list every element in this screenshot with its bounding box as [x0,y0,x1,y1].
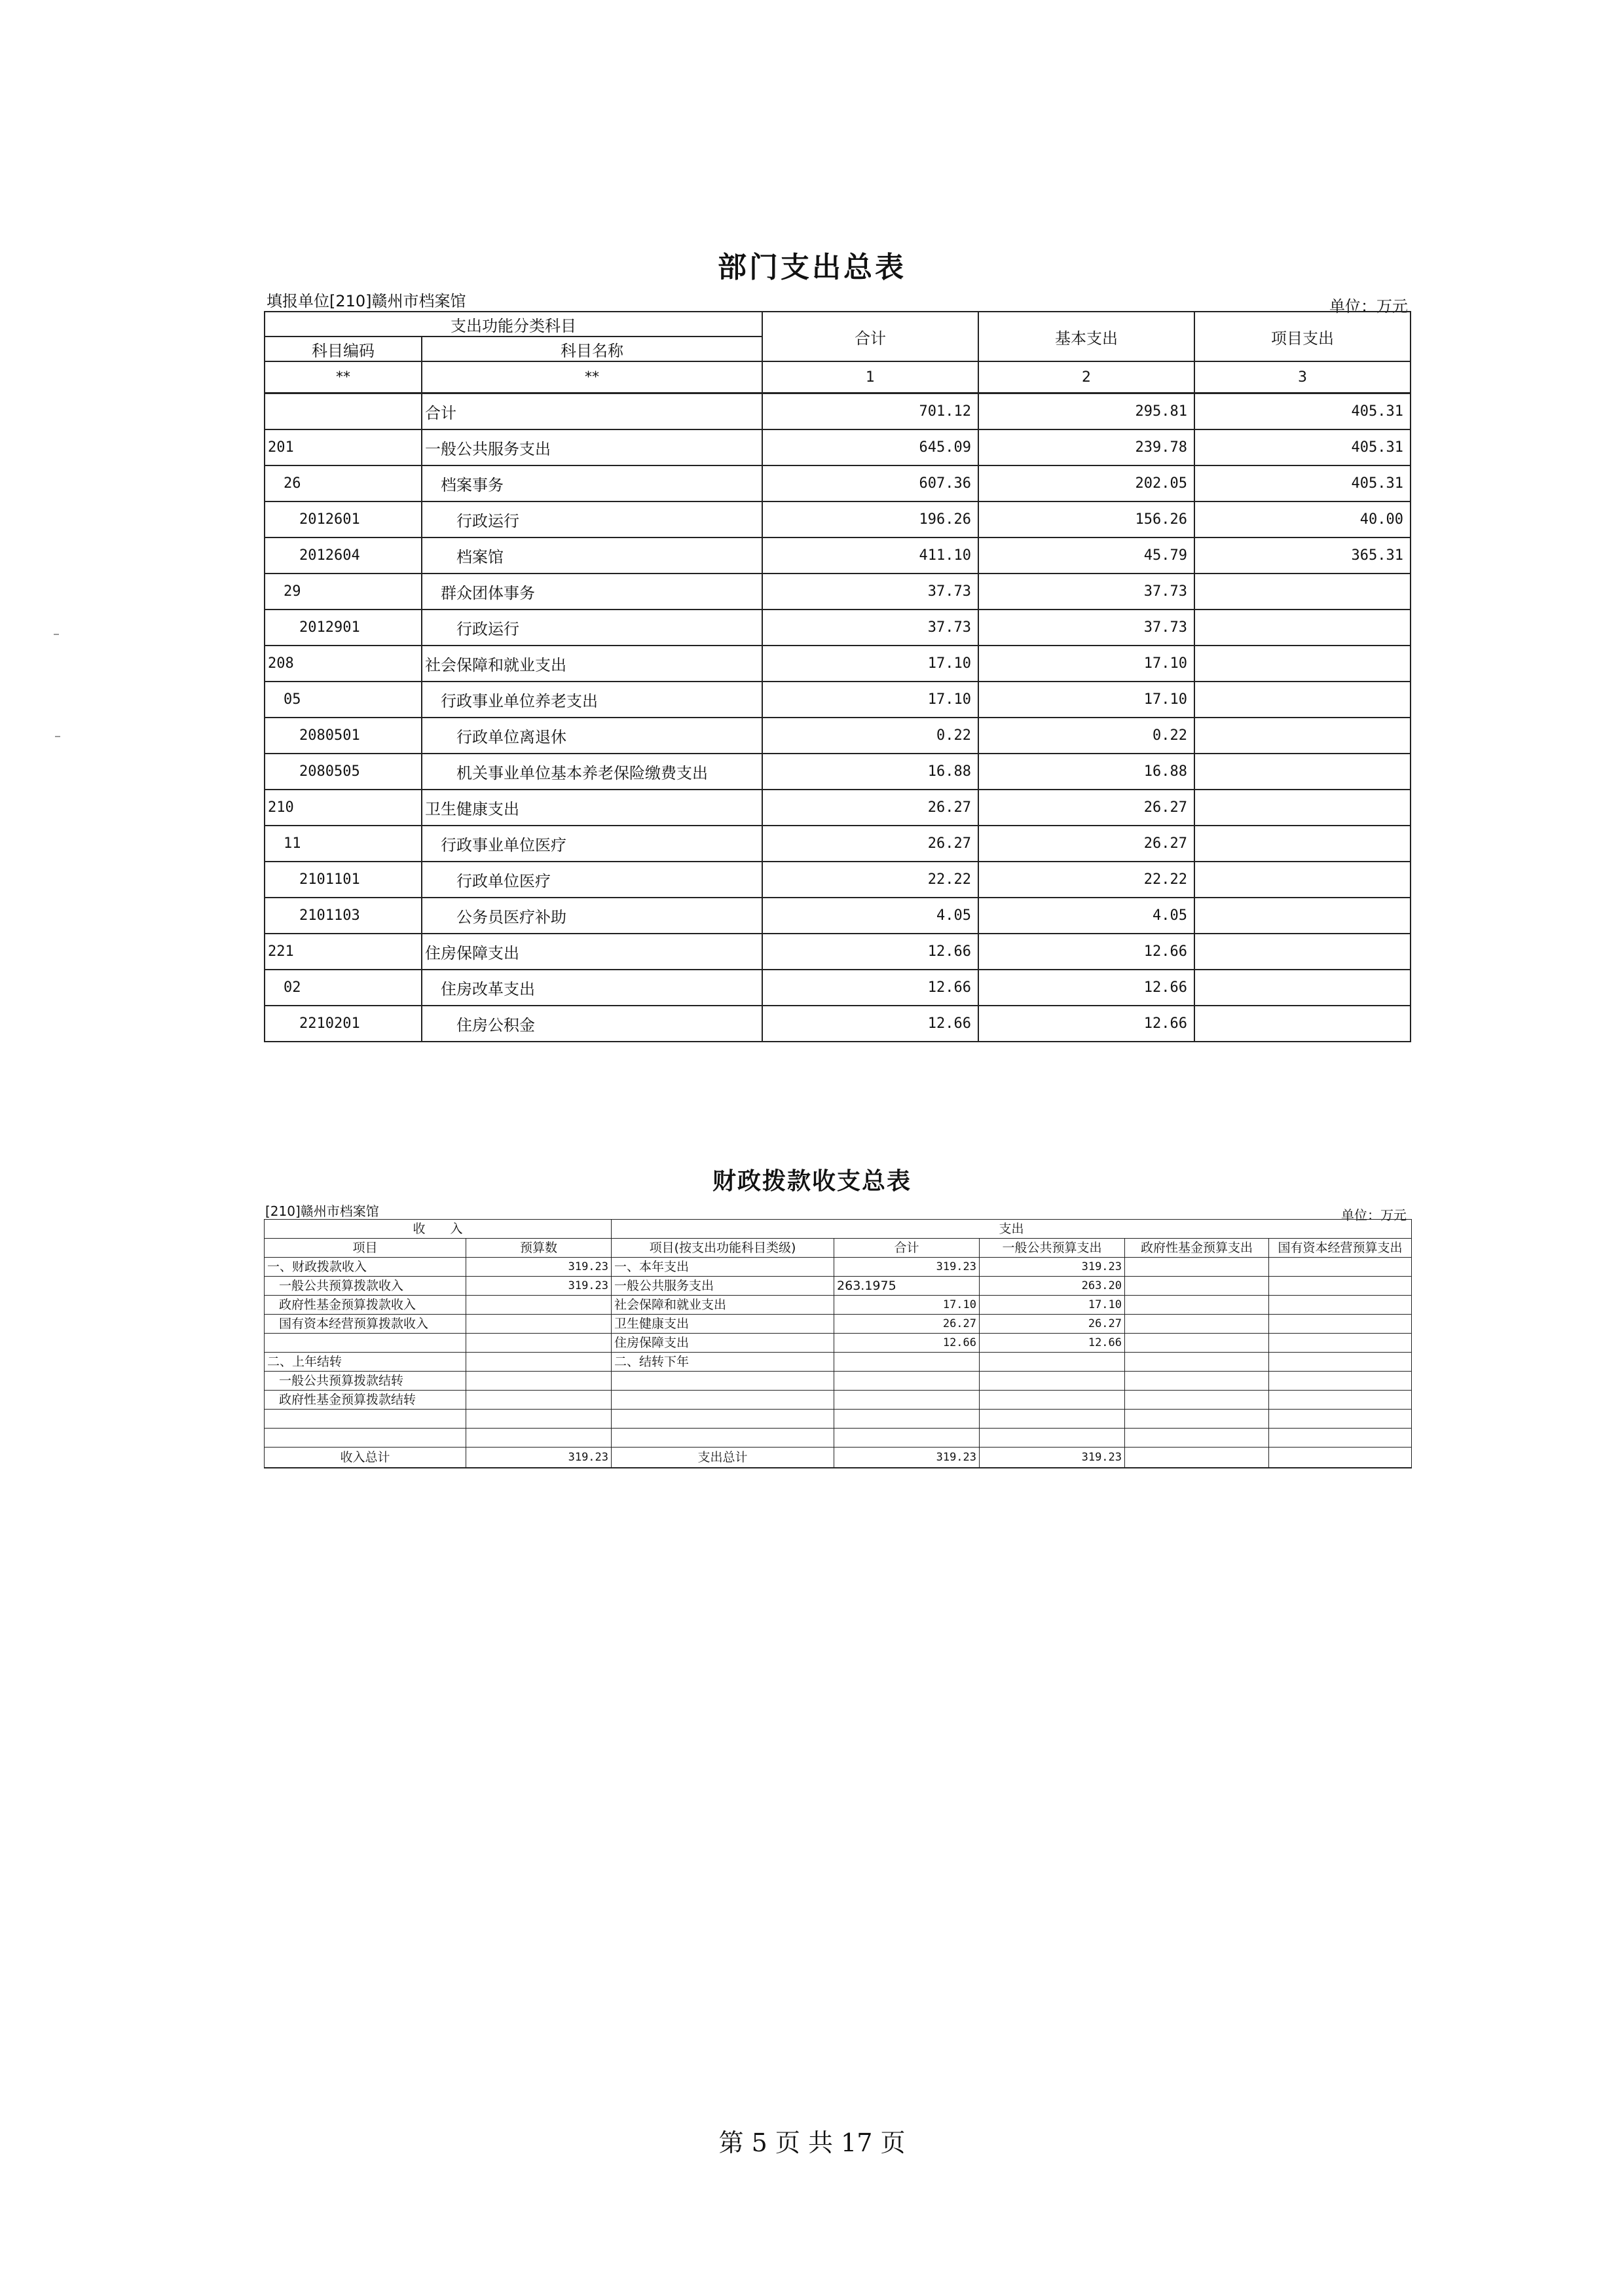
expense-fund [1125,1277,1269,1296]
income-item: 一、财政拨款收入 [265,1258,466,1277]
project-value [1194,718,1411,754]
project-value [1194,934,1411,970]
header-code: 科目编码 [265,337,422,361]
project-value [1194,754,1411,790]
expense-item: 二、结转下年 [612,1353,834,1372]
header-income: 收 入 [265,1220,612,1239]
income-value [466,1372,612,1391]
table-row [265,1258,1412,1277]
income-total-label: 收入总计 [265,1448,466,1468]
income-total-value: 319.23 [466,1448,612,1468]
total-value: 607.36 [762,465,978,501]
subject-name: 行政单位医疗 [422,862,762,898]
total-value: 4.05 [762,898,978,934]
expense-capital [1269,1315,1412,1334]
project-value: 405.31 [1194,429,1411,465]
expense-total: 263.1975 [834,1277,980,1296]
subject-code: 210 [265,790,422,826]
table-row [265,1372,1412,1391]
table-row [265,1391,1412,1410]
income-value [466,1296,612,1315]
expense-capital [1269,1258,1412,1277]
subject-code: 2012901 [265,610,422,646]
project-value: 405.31 [1194,465,1411,501]
subject-name: 卫生健康支出 [422,790,762,826]
expense-general [980,1410,1125,1429]
subject-name: 一般公共服务支出 [422,429,762,465]
expense-general: 17.10 [980,1296,1125,1315]
expense-capital [1269,1277,1412,1296]
project-value [1194,790,1411,826]
income-value [466,1410,612,1429]
subject-name: 行政事业单位医疗 [422,826,762,862]
income-value: 319.23 [466,1258,612,1277]
income-item: 一般公共预算拨款结转 [265,1372,466,1391]
basic-value: 22.22 [978,862,1194,898]
basic-value: 239.78 [978,429,1194,465]
subject-code: 02 [265,970,422,1006]
subject-code: 2101103 [265,898,422,934]
subject-name: 公务员医疗补助 [422,898,762,934]
subject-name: 机关事业单位基本养老保险缴费支出 [422,754,762,790]
subject-code [265,393,422,430]
header-basic: 基本支出 [978,312,1194,361]
table-row [265,754,1411,790]
table-row [265,862,1411,898]
income-item: 二、上年结转 [265,1353,466,1372]
expense-fund [1125,1372,1269,1391]
basic-value: 4.05 [978,898,1194,934]
expense-general: 12.66 [980,1334,1125,1353]
subject-code: 11 [265,826,422,862]
table-row [265,682,1411,718]
income-item [265,1410,466,1429]
subject-name: 社会保障和就业支出 [422,646,762,682]
table-row [265,934,1411,970]
expense-item [612,1372,834,1391]
table-row [265,610,1411,646]
basic-value: 12.66 [978,934,1194,970]
expense-total [834,1391,980,1410]
subject-code: 2080505 [265,754,422,790]
subject-code: 201 [265,429,422,465]
basic-value: 26.27 [978,826,1194,862]
expense-total [834,1410,980,1429]
expense-item [612,1429,834,1448]
income-value [466,1334,612,1353]
index-cell: 2 [978,361,1194,393]
expense-general: 319.23 [980,1258,1125,1277]
subject-code: 26 [265,465,422,501]
table2-title: 财政拨款收支总表 [712,1167,912,1195]
total-value: 16.88 [762,754,978,790]
table-row [265,393,1411,430]
subject-name: 群众团体事务 [422,574,762,610]
subject-name: 合计 [422,393,762,430]
expense-item: 社会保障和就业支出 [612,1296,834,1315]
project-value [1194,610,1411,646]
expense-capital [1269,1296,1412,1315]
subject-name: 住房改革支出 [422,970,762,1006]
subject-code: 2012604 [265,538,422,574]
income-value [466,1315,612,1334]
table-row [265,501,1411,538]
expense-general: 26.27 [980,1315,1125,1334]
scan-speck [55,736,60,737]
table-row [265,574,1411,610]
subject-code: 29 [265,574,422,610]
expense-item: 卫生健康支出 [612,1315,834,1334]
expense-general [980,1372,1125,1391]
table-row [265,1006,1411,1042]
header-general: 一般公共预算支出 [980,1239,1125,1258]
project-value: 365.31 [1194,538,1411,574]
header-item: 项目 [265,1239,466,1258]
project-value [1194,898,1411,934]
table-row [265,1315,1412,1334]
basic-value: 37.73 [978,610,1194,646]
total-value: 12.66 [762,970,978,1006]
subject-code: 2210201 [265,1006,422,1042]
project-value [1194,574,1411,610]
expense-total: 17.10 [834,1296,980,1315]
table-row [265,429,1411,465]
header-project: 项目支出 [1194,312,1411,361]
table-row [265,1353,1412,1372]
expense-capital [1269,1391,1412,1410]
expense-fund [1125,1296,1269,1315]
table-row [265,970,1411,1006]
project-value: 40.00 [1194,501,1411,538]
basic-value: 202.05 [978,465,1194,501]
table-row [265,1334,1412,1353]
total-value: 26.27 [762,826,978,862]
expense-total [834,1353,980,1372]
expense-item [612,1410,834,1429]
project-value [1194,646,1411,682]
table1-title: 部门支出总表 [718,251,906,284]
table-row [265,1410,1412,1429]
department-expenditure-table [264,311,1411,1042]
expense-capital [1269,1353,1412,1372]
basic-value: 12.66 [978,970,1194,1006]
total-value: 12.66 [762,1006,978,1042]
basic-value: 0.22 [978,718,1194,754]
header-total: 合计 [762,312,978,361]
income-value [466,1391,612,1410]
table-row [265,718,1411,754]
basic-value: 17.10 [978,682,1194,718]
table-row [265,1277,1412,1296]
expense-item: 一、本年支出 [612,1258,834,1277]
expense-fund [1125,1429,1269,1448]
total-value: 22.22 [762,862,978,898]
table1-unit: 单位：万元 [1329,297,1408,316]
header-function-group: 支出功能分类科目 [265,312,762,337]
expense-total [834,1429,980,1448]
header-expense: 支出 [612,1220,1412,1239]
header-total: 合计 [834,1239,980,1258]
income-item: 政府性基金预算拨款收入 [265,1296,466,1315]
subject-name: 行政单位离退休 [422,718,762,754]
expense-total-label: 支出总计 [612,1448,834,1468]
table-row [265,538,1411,574]
expense-item: 一般公共服务支出 [612,1277,834,1296]
subject-code: 2101101 [265,862,422,898]
total-value: 701.12 [762,393,978,430]
header-exp-item: 项目(按支出功能科目类级) [612,1239,834,1258]
header-budget: 预算数 [466,1239,612,1258]
table-row [265,898,1411,934]
expense-total-capital [1269,1448,1412,1468]
income-item: 政府性基金预算拨款结转 [265,1391,466,1410]
expense-total-fund [1125,1448,1269,1468]
expense-total [834,1372,980,1391]
scan-speck [54,634,59,635]
table-row [265,1296,1412,1315]
income-value: 319.23 [466,1277,612,1296]
expense-general [980,1353,1125,1372]
income-item: 国有资本经营预算拨款收入 [265,1315,466,1334]
header-fund: 政府性基金预算支出 [1125,1239,1269,1258]
index-row [265,361,1411,393]
expense-fund [1125,1353,1269,1372]
expense-capital [1269,1410,1412,1429]
expense-fund [1125,1258,1269,1277]
expense-capital [1269,1429,1412,1448]
basic-value: 26.27 [978,790,1194,826]
subject-code: 2012601 [265,501,422,538]
table2-reporting-unit: [210]赣州市档案馆 [265,1203,379,1219]
project-value [1194,826,1411,862]
table-row [265,790,1411,826]
expense-total: 26.27 [834,1315,980,1334]
project-value [1194,682,1411,718]
income-value [466,1353,612,1372]
income-item: 一般公共预算拨款收入 [265,1277,466,1296]
expense-fund [1125,1334,1269,1353]
subject-code: 2080501 [265,718,422,754]
expense-total-value: 319.23 [834,1448,980,1468]
subject-name: 行政运行 [422,501,762,538]
table-row [265,826,1411,862]
basic-value: 12.66 [978,1006,1194,1042]
table-row [265,1429,1412,1448]
index-cell: ** [422,361,762,393]
index-cell: 3 [1194,361,1411,393]
expense-general [980,1429,1125,1448]
total-value: 0.22 [762,718,978,754]
index-cell: ** [265,361,422,393]
header-name: 科目名称 [422,337,762,361]
expense-fund [1125,1391,1269,1410]
total-value: 12.66 [762,934,978,970]
project-value: 405.31 [1194,393,1411,430]
header-capital: 国有资本经营预算支出 [1269,1239,1412,1258]
basic-value: 17.10 [978,646,1194,682]
subject-name: 档案馆 [422,538,762,574]
project-value [1194,970,1411,1006]
subject-code: 208 [265,646,422,682]
basic-value: 156.26 [978,501,1194,538]
expense-item [612,1391,834,1410]
total-value: 196.26 [762,501,978,538]
expense-fund [1125,1410,1269,1429]
subject-name: 档案事务 [422,465,762,501]
expense-general [980,1391,1125,1410]
total-value: 17.10 [762,646,978,682]
page-footer: 第 5 页 共 17 页 [718,2128,906,2157]
total-value: 37.73 [762,574,978,610]
total-value: 26.27 [762,790,978,826]
table-row [265,465,1411,501]
total-value: 411.10 [762,538,978,574]
subject-name: 住房保障支出 [422,934,762,970]
subject-name: 行政运行 [422,610,762,646]
expense-item: 住房保障支出 [612,1334,834,1353]
expense-capital [1269,1372,1412,1391]
income-value [466,1429,612,1448]
project-value [1194,1006,1411,1042]
fiscal-appropriation-table [264,1219,1412,1468]
table2-total-row [265,1448,1412,1468]
table-row [265,646,1411,682]
total-value: 645.09 [762,429,978,465]
income-item [265,1429,466,1448]
table2-unit: 单位：万元 [1341,1207,1407,1223]
table1-reporting-unit: 填报单位[210]赣州市档案馆 [267,292,466,310]
basic-value: 16.88 [978,754,1194,790]
basic-value: 295.81 [978,393,1194,430]
index-cell: 1 [762,361,978,393]
subject-name: 行政事业单位养老支出 [422,682,762,718]
basic-value: 45.79 [978,538,1194,574]
expense-total: 319.23 [834,1258,980,1277]
expense-general: 263.20 [980,1277,1125,1296]
subject-code: 05 [265,682,422,718]
subject-name: 住房公积金 [422,1006,762,1042]
subject-code: 221 [265,934,422,970]
total-value: 37.73 [762,610,978,646]
project-value [1194,862,1411,898]
expense-capital [1269,1334,1412,1353]
income-item [265,1334,466,1353]
basic-value: 37.73 [978,574,1194,610]
expense-total-general: 319.23 [980,1448,1125,1468]
total-value: 17.10 [762,682,978,718]
expense-fund [1125,1315,1269,1334]
expense-total: 12.66 [834,1334,980,1353]
